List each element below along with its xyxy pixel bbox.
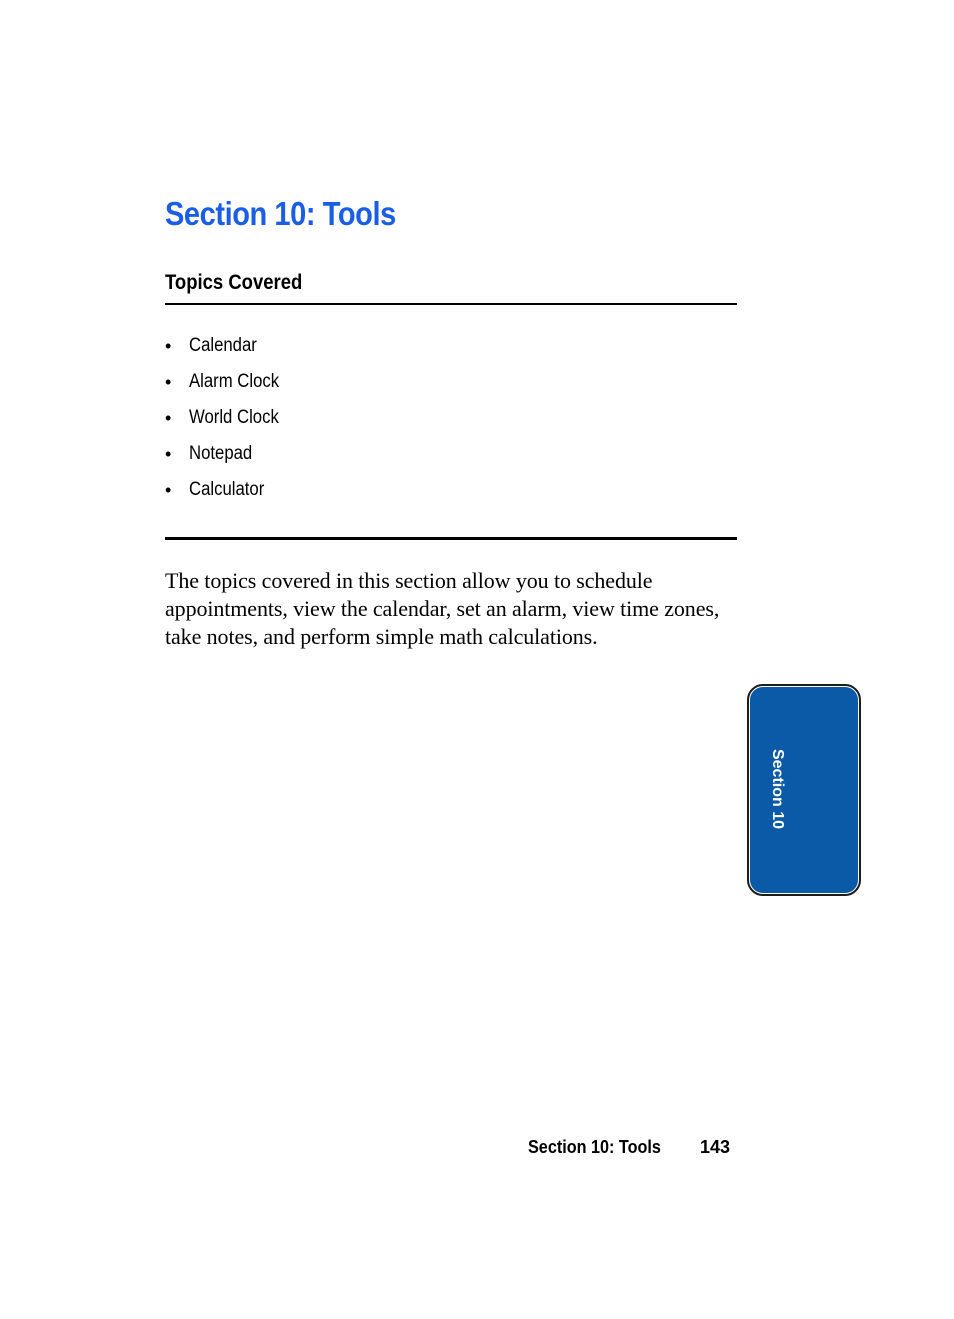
list-item xyxy=(165,400,291,436)
topics-list xyxy=(165,328,291,508)
page-title: Section 10: Tools xyxy=(165,195,396,232)
topic-calendar: Calendar xyxy=(189,335,257,356)
bullet-icon: • xyxy=(165,371,172,392)
bullet-icon: • xyxy=(165,407,172,428)
footer-section-title: Section 10: Tools xyxy=(528,1136,661,1157)
bullet-icon: • xyxy=(165,335,172,356)
page-number: 143 xyxy=(700,1137,731,1157)
topic-calculator: Calculator xyxy=(189,479,265,500)
top-divider xyxy=(165,303,737,305)
section-tab-label: Section 10 xyxy=(769,748,786,830)
topic-alarm-clock: Alarm Clock xyxy=(189,371,280,392)
section-tab-label-wrap xyxy=(767,744,787,834)
bottom-divider xyxy=(165,537,737,540)
list-item xyxy=(165,472,291,508)
list-item xyxy=(165,328,291,364)
list-item xyxy=(165,364,291,400)
bullet-icon: • xyxy=(165,479,172,500)
intro-paragraph: The topics covered in this section allow you to schedule appointments, view the calendar, set an alarm, view time zones, take notes, and perform simple math calculations. xyxy=(165,568,720,649)
section-thumb-tab xyxy=(747,684,861,896)
bullet-icon: • xyxy=(165,443,172,464)
page-footer xyxy=(528,1134,731,1160)
topic-world-clock: World Clock xyxy=(189,407,279,428)
topic-notepad: Notepad xyxy=(189,443,253,464)
list-item xyxy=(165,436,291,472)
topics-heading: Topics Covered xyxy=(165,271,303,294)
